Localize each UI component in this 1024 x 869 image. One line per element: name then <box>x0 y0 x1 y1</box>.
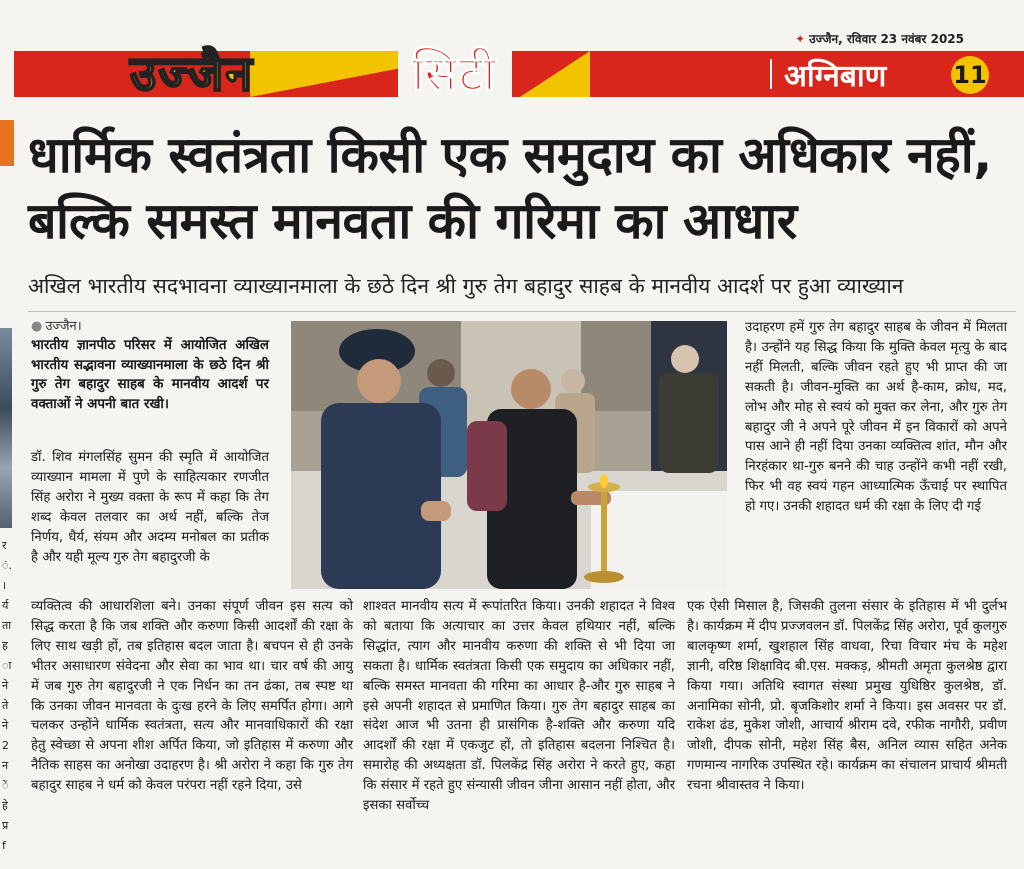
adjacent-text-fragments: र ं. । र्य ता ह ा ने ते ने 2 न ें हे प्र f <box>2 539 13 852</box>
article-column-1: डॉ. शिव मंगलसिंह सुमन की स्मृति में आयोजित व्याख्यान मामला में पुणे के साहित्यकार रणजीत सिंह अरोरा ने मुख्य वक्ता के रूप में कहा कि तेग शब्द केवल तलवार का अर्थ नहीं, बल्कि तेज निर्णय, धैर्य, संयम और अदम्य मनोबल का प्रतीक है और यही मूल्य गुरु तेग बहादुरजी के <box>31 450 269 565</box>
article-column-1-continued: व्यक्तित्व की आधारशिला बने। उनका संपूर्ण जीवन इस सत्य को सिद्ध करता है कि जब शक्ति और करुणा किसी आदर्शों की रक्षा के लिए साथ खड़ी हों, तब इतिहास बदल जाता है। बचपन से ही उनके भीतर असाधारण संवेदना और सेवा का भाव था। चार वर्ष की आयु में जब गुरु तेग बहादुरजी ने एक निर्धन का तन ढंका, तब स्पष्ट था कि उनका जीवन मानवता के दुःख हरने के लिए समर्पित होगा। आगे चलकर उन्होंने धार्मिक स्वतंत्रता, सत्य और मानवाधिकारों की रक्षा हेतु स्वेच्छा से अपना शीश अर्पित किया, जो इतिहास में करुणा और नैतिक साहस का अनोखा उदाहरण है। श्री अरोरा ने कहा कि गुरु तेग बहादुर साहब ने धर्म को केवल परंपरा नहीं रहने दिया, उसे <box>31 599 353 794</box>
subhead-divider <box>28 311 1016 312</box>
adjacent-photo-sliver <box>0 328 12 528</box>
brand-divider <box>770 59 772 89</box>
lamp-lighting-illustration <box>291 321 727 589</box>
brand-name: अग्निबाण <box>784 58 887 94</box>
article-headline: धार्मिक स्वतंत्रता किसी एक समुदाय का अधिकार नहीं, बल्कि समस्त मानवता की गरिमा का आधार <box>28 126 992 250</box>
section-title-ujjain: उज्जैन <box>130 46 255 102</box>
article-intro: भारतीय ज्ञानपीठ परिसर में आयोजित अखिल भारतीय सद्भावना व्याख्यानमाला के छठे दिन श्री गुरु तेग बहादुर साहब के मानवीय आदर्श पर वक्ताओं ने अपनी बात रखी। <box>31 338 269 412</box>
star-icon: ✦ <box>795 32 806 46</box>
masthead-yellow-wedge-right <box>520 51 590 97</box>
adjacent-orange-block <box>0 120 14 166</box>
page-number-badge: 11 <box>951 56 989 94</box>
article-column-3: उदाहरण हमें गुरु तेग बहादुर साहब के जीवन में मिलता है। उन्होंने यह सिद्ध किया कि मुक्ति केवल मृत्यु के बाद नहीं मिलती, बल्कि जीवन रहते हुए भी प्राप्त की जा सकती है। जीवन-मुक्ति का अर्थ है-काम, क्रोध, मद, लोभ और मोह से स्वयं को मुक्त कर लेना, और गुरु तेग बहादुर जी ने अपने पूरे जीवन में इन विकारों को अपने पास आने ही नहीं दिया उनका व्यक्तित्व शांत, मौन और निरहंकार था-गुरु बनने की चाह उन्होंने कभी नहीं रखी, फिर भी वह स्वयं गहन आध्यात्मिक ऊँचाई पर स्थापित हो गए। उनकी शहादत धर्म की रक्षा के लिए दी गई <box>745 320 1007 515</box>
brand-block <box>770 56 886 92</box>
next-article-sliver <box>0 852 1024 869</box>
story-dateline: ● उज्जैन। <box>31 319 82 334</box>
article-subheadline: अखिल भारतीय सदभावना व्याख्यानमाला के छठे दिन श्री गुरु तेग बहादुर साहब के मानवीय आदर्श पर हुआ व्याख्यान <box>28 274 904 298</box>
event-photo <box>291 321 727 589</box>
section-title-city: सिटी <box>398 40 512 105</box>
article-column-3-continued: एक ऐसी मिसाल है, जिसकी तुलना संसार के इतिहास में भी दुर्लभ है। कार्यक्रम में दीप प्रज्जवलन डॉ. पिलकेंद्र सिंह अरोरा, पूर्व कुलगुरु बालकृष्ण शर्मा, खुशहाल सिंह वाधवा, रिचा विचार मंच के महेश ज्ञानी, वरिष्ठ शिक्षाविद बी.एस. मक्कड़, श्रीमती अमृता कुलश्रेष्ठ द्वारा किया गया। अतिथि स्वागत संस्था प्रमुख युधिष्ठिर कुलश्रेष्ठ, डॉ. अनामिका सोनी, प्रो. बृजकिशोर शर्मा ने किया। इस अवसर पर डॉ. राकेश ढंड, मुकेश जोशी, आचार्य श्रीराम दवे, रफीक नागौरी, प्रवीण जोशी, दीपक सोनी, महेश सिंह बैस, अनिल व्यास सहित अनेक गणमान्य नागरिक उपस्थित रहे। कार्यक्रम का संचालन प्राचार्य श्रीमती रचना श्रीवास्तव ने किया। <box>687 599 1007 794</box>
edition-dateline: ✦ उज्जैन, रविवार 23 नवंबर 2025 <box>795 32 964 46</box>
adjacent-column-strip <box>0 96 14 869</box>
article-column-2: शाश्वत मानवीय सत्य में रूपांतरित किया। उनकी शहादत ने विश्व को बताया कि अत्याचार का उत्तर केवल हथियार नहीं, बल्कि सिद्धांत, त्याग और मानवीय करुणा की शक्ति से भी दिया जा सकता है। धार्मिक स्वतंत्रता किसी एक समुदाय का अधिकार नहीं, बल्कि समस्त मानवता की गरिमा का आधार है-और गुरु साहब ने इसे अपनी शहादत से प्रमाणित किया। गुरु तेग बहादुर साहब का संदेश आज भी उतना ही प्रासंगिक है-शक्ति और करुणा यदि आदर्शों की रक्षा में एकजुट हों, तो इतिहास बदलना निश्चित है। समारोह की अध्यक्षता डॉ. पिलकेंद्र सिंह अरोरा ने करते हुए, कहा कि संसार में रहते हुए संन्यासी जीवन जीना आसान नहीं होता, और इसका सर्वोच्च <box>363 599 675 814</box>
bullet-icon: ● <box>31 319 43 334</box>
